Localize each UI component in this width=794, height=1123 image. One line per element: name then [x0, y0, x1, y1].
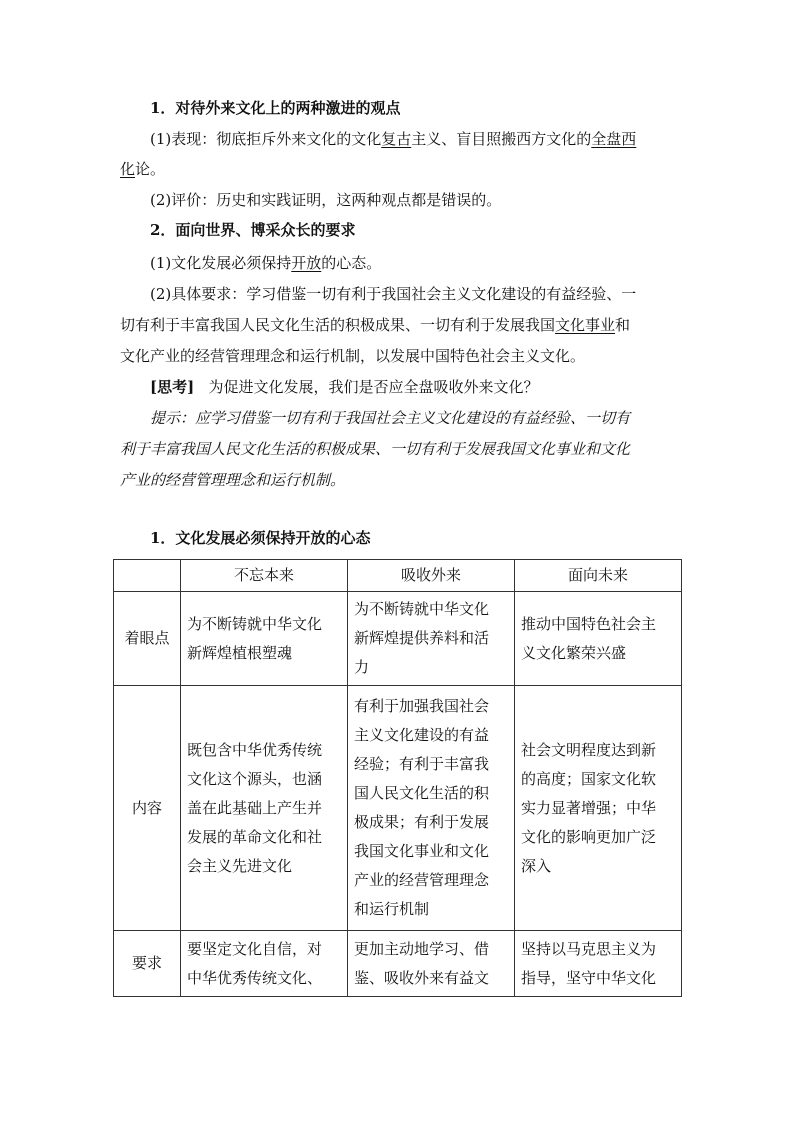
table-header-row: [114, 560, 682, 592]
table-cell: [181, 592, 348, 686]
cell-text-line: 主义文化建设的有益: [354, 726, 490, 744]
cell-text-line: 盖在此基础上产生并: [187, 798, 323, 817]
table-row: [114, 592, 682, 686]
cell-text-line: 新辉煌植根塑魂: [187, 643, 293, 662]
cell-text-line: 会主义先进文化: [187, 856, 293, 875]
table-cell: [181, 686, 348, 931]
row-label: 内容: [114, 686, 181, 931]
cell-text-line: 深入: [521, 856, 552, 875]
cell-text-line: 有利于加强我国社会: [354, 697, 490, 715]
table-row: [114, 686, 682, 931]
underlined-term: 化: [120, 160, 136, 178]
cell-text-line: 推动中国特色社会主: [521, 614, 657, 633]
table-cell: [348, 931, 515, 997]
think-label: [思考]: [150, 378, 195, 396]
cell-text-line: 我国文化事业和文化: [354, 842, 490, 860]
table-cell: [348, 686, 515, 931]
cell-text-line: 鉴、吸收外来有益文: [354, 968, 490, 987]
cell-text-line: 义文化繁荣兴盛: [521, 643, 627, 662]
paragraph-2-2: (2)具体要求：学习借鉴一切有利于我国社会主义文化建设的有益经验、一: [150, 285, 637, 303]
cell-text-line: 文化这个源头，也涵: [187, 769, 323, 788]
paragraph-2-2-cont: 文化产业的经营管理理念和运行机制，以发展中国特色社会主义文化。: [120, 347, 586, 365]
cell-text-line: 指导，坚守中华文化: [521, 968, 657, 987]
cell-text-line: 和运行机制: [354, 900, 430, 918]
cell-text-line: 的高度；国家文化软: [521, 769, 657, 788]
cell-text-line: 实力显著增强；中华: [521, 798, 657, 817]
table-cell: [515, 931, 682, 997]
paragraph-2-2-cont: 切有利于丰富我国人民文化生活的积极成果、一切有利于发展我国文化事业和: [120, 316, 631, 334]
cell-text-line: 中华优秀传统文化、: [187, 968, 323, 987]
row-label: 着眼点: [114, 592, 181, 686]
comparison-table: [113, 559, 682, 997]
table-cell: [348, 592, 515, 686]
think-hint: 提示：应学习借鉴一切有利于我国社会主义文化建设的有益经验、一切有: [150, 409, 631, 427]
cell-text-line: 力: [354, 658, 370, 676]
table-header-cell: 不忘本来: [181, 560, 348, 592]
cell-text-line: 更加主动地学习、借: [354, 939, 490, 958]
underlined-term: 全盘西: [591, 130, 637, 148]
section-heading-3: 1．文化发展必须保持开放的心态: [150, 529, 371, 547]
table-cell: [515, 592, 682, 686]
paragraph-1-1: (1)表现：彻底拒斥外来文化的文化复古主义、盲目照搬西方文化的全盘西: [150, 130, 637, 148]
cell-text-line: 社会文明程度达到新: [521, 740, 657, 759]
cell-text-line: 坚持以马克思主义为: [521, 939, 657, 958]
cell-text-line: 极成果；有利于发展: [354, 813, 490, 831]
paragraph-1-2: (2)评价：历史和实践证明，这两种观点都是错误的。: [150, 191, 502, 209]
cell-text-line: 要坚定文化自信，对: [187, 939, 323, 958]
think-hint-cont: 利于丰富我国人民文化生活的积极成果、一切有利于发展我国文化事业和文化: [120, 440, 631, 458]
think-question: [思考] 为促进文化发展，我们是否应全盘吸收外来文化？: [150, 378, 539, 396]
underlined-term: 文化事业: [555, 316, 616, 334]
cell-text-line: 国人民文化生活的积: [354, 784, 490, 802]
cell-text-line: 为不断铸就中华文化: [354, 600, 490, 618]
cell-text-line: 既包含中华优秀传统: [187, 740, 323, 759]
underlined-term: 复古: [381, 130, 412, 148]
cell-text-line: 文化的影响更加广泛: [521, 827, 657, 846]
table-header-cell: 面向未来: [515, 560, 682, 592]
table-row: [114, 931, 682, 997]
paragraph-2-1: (1)文化发展必须保持开放的心态。: [150, 254, 382, 272]
paragraph-1-1-cont: 化论。: [120, 160, 166, 178]
table-cell: [181, 931, 348, 997]
section-heading-1: 1．对待外来文化上的两种激进的观点: [150, 99, 401, 117]
section-heading-2: 2．面向世界、博采众长的要求: [150, 221, 356, 239]
cell-text-line: 产业的经营管理理念: [354, 871, 490, 889]
table-cell: [515, 686, 682, 931]
table-header-cell: 吸收外来: [348, 560, 515, 592]
underlined-term: 开放: [291, 254, 322, 272]
cell-text-line: 经验；有利于丰富我: [354, 755, 490, 773]
cell-text-line: 为不断铸就中华文化: [187, 614, 323, 633]
cell-text-line: 新辉煌提供养料和活: [354, 629, 490, 647]
cell-text-line: 发展的革命文化和社: [187, 827, 323, 846]
think-hint-cont: 产业的经营管理理念和运行机制。: [120, 471, 346, 489]
row-label: 要求: [114, 931, 181, 997]
table-header-cell: [114, 560, 181, 592]
